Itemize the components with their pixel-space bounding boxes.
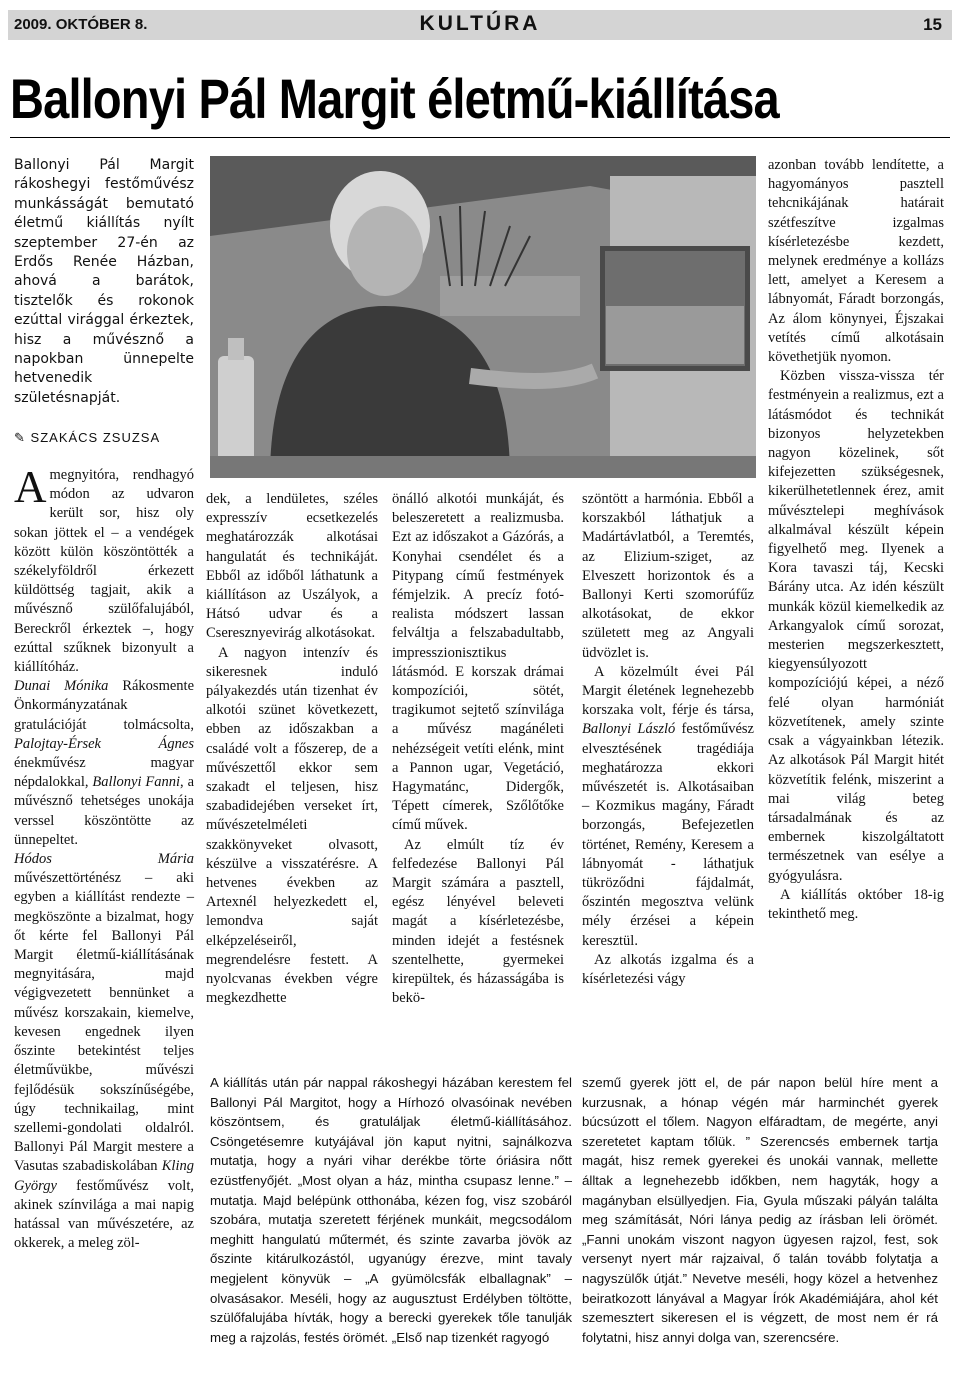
name-hodos: Hódos Mária — [14, 851, 194, 868]
interview-box-right: szemű gyerek jött el, de pár napon belül híre ment a kurzusnak, a hónap végén már harminchét gyerek búcsúzott el tőlem. Nagyon elfáradtam, de megérte, anyi szeretetet kaptam tőlük. ” Szerencsés embernek tartja magát, hisz remek gyerekei és unokái vannak, mellette álltak a legnehezebb időkben, nem hagyták, hogy a magányban elsüllyedjen. Fia, Gyula műszaki pályán találta meg számítását, Nóri lánya pedig az írásban leli örömét. „Fanni unokám viszont nagyon ügyesen rajzol, fest, sok versenyt nyert már rajzaival, ő talán tovább folytatja a nagyszülők útját.” Nevetve meséli, hogy közel a hetvenhez beiratkozott lányával a Magyar Írók Akadémiájára, ahol két szemesztert sikeresen el is végzett, de most nem ér rá folytatni, hisz annyi dolga van, szerencsére. — [582, 1075, 938, 1345]
name-palojtay: Palojtay-Érsek Ágnes — [14, 735, 194, 752]
col4-p2 — [582, 663, 754, 951]
name-dunai: Dunai Mónika — [14, 678, 109, 695]
photo-illustration — [210, 156, 756, 478]
col3-p1: önálló alkotói munkáját, és beleszeretett a realizmusba. Ezt az időszakot a Gázórás, a Konyhai csendélet és a Pitypang című festmények fémjelzik. A precíz fotó-realista módszert lassan felváltja a felszabadultabb, impresszionisztikus látásmód. E korszak drámai kompozíciói, sötét, tragikumot sejtető színvilága a művész magánéleti nehézségeit vetíti elénk, mint a Pannon ugar, Vegetáció, Hagymatánc, Didergők, Tépett címerek, Szőlőtőke című művek. — [392, 491, 564, 834]
headline-rule — [10, 137, 950, 138]
col1-p2a: Rákosmente Önkormányzatának gratulációját tolmácsolta, — [14, 678, 194, 733]
author-name: SZAKÁCS ZSUZSA — [30, 430, 161, 445]
issue-date: 2009. OKTÓBER 8. — [14, 16, 148, 33]
page-header — [8, 10, 952, 40]
byline — [14, 430, 160, 446]
col1-p3a: művészettörténész – aki egyben a kiállítást rendezte – megköszönte a bizalmat, hogy őt kérte fel Ballonyi Pál Margit életmű-kiállításának megnyitására, majd végigvezetett bennünket a művész korszakain, kiemelve, kevesen engednek ilyen őszinte betekintést teljes életművükbe, művészi fejlődésük sokszínűségébe, úgy technikailag, mint szellemi-gondolati oldalról. Ballonyi Pál Margit mestere a Vasutas szabadiskolában — [14, 870, 194, 1175]
column-5 — [768, 156, 944, 924]
col1-p2c: , a művésznő tehetséges unokája verssel köszöntötte az ünnepeltet. — [14, 774, 194, 848]
col2-p1: dek, a lendületes, széles expresszív ecsetkezelés meghatározzák alkotásai hangulatát és technikáját. Ebből az időből láthatunk a kiállításon az Uszályok, a Hátsó udvar és a Cseresznyevirág alkotásokat. — [206, 491, 378, 642]
col4-p2b: festőművész elvesztésének tragédiája meghatározza ekkori művészetét is. Alkotásaiban – Kozmikus magány, Fáradt borzongás, Befejezetlen történet, Remény, Keresem a lábnyomát - láthatjuk tükröződni fájdalmát, őszintén megosztva velünk mély érzései a képein keresztül. — [582, 721, 754, 949]
lead-paragraph: Ballonyi Pál Margit rákoshegyi festőművész munkásságát bemutató életmű kiállítás nyílt szeptember 27-én az Erdős Renée Házban, ahová a barátok, tisztelők és rokonok ezúttal virággal érkeztek, hisz a művésznő a napokban ünnepelte hetvenedik születésnapját. — [14, 157, 194, 406]
name-kling: Kling György — [14, 1158, 194, 1194]
column-3 — [392, 490, 564, 1008]
col4-p3: Az alkotás izgalma és a kísérletezési vágy — [582, 951, 754, 988]
column-1 — [14, 462, 194, 1253]
name-ballonyi-laszlo: Ballonyi László — [582, 721, 676, 738]
col1-p2b: énekművész magyar népdalokkal, — [14, 755, 194, 791]
col4-p1: szöntött a harmónia. Ebből a korszakból láthatjuk a Madártávlatból, a Teremtés, az Elizium-sziget, az Elveszett horizontok és a Ballonyi Kerti szomorúfűz alkotásokat, de ekkor született meg az Angyali üdvözlet is. — [582, 491, 754, 661]
col5-p3: A kiállítás október 18-ig tekinthető meg. — [768, 886, 944, 922]
drop-cap: A — [14, 462, 47, 512]
artist-photo — [210, 156, 756, 478]
interview-box-left: A kiállítás után pár nappal rákoshegyi házában kerestem fel Ballonyi Pál Margitot, hogy a Hírhozó olvasóinak nevében köszöntsem, és gratuláljak életmű-kiállításához. Csöngetésemre kutyájával jön kaput nyitni, sajnálkozva mutatja, hogy a nyári vihar derékbe törte óriásira nőtt ezüstfenyőjét. „Most olyan a ház, mintha csupasz lenne.” – mutatja. Majd belépünk otthonába, kézen fog, visz szobáról szobára, mutatja szeretett férjének munkáit, megcsodálom meghitt hangulatú műtermét, és szinte zavarba jövök az őszinte kitárulkozástól, ugyanúgy érezve, mint tavaly megjelent könyvük – „A gyümölcsfák elballagnak” – olvasásakor. Meséli, hogy az augusztust Erdélyben töltötte, szülőfalujába hívták, hogy a berecki gyerekek tőle tanulják meg a rajzolás, festés örömét. „Első nap tizenkét ragyogó — [210, 1075, 572, 1345]
col3-p2: Az elmúlt tíz év felfedezése Ballonyi Pál Margit számára a pasztell, egész lényével beleveti magát a kísérletezésbe, minden idejét a festésnek szentelhette, gyermekei kirepültek, és házasságába is bekö- — [392, 836, 564, 1007]
col5-p2: Közben vissza-vissza tér festményein a realizmus, ezt a látásmódot és technikát bizonyos helyzetekben nagyon közelinek, sőt kifejezetten szükségesnek, kikerülhetetlennek érez, amit művésztelepi meghívások alkalmával készült képein figyelhető meg. Ilyenek a Kora tavaszi táj, Kecski Bárány utca. Az idén készült munkák közül kiemelkedik az Arkangyalok című sorozat, mesterien megszerkesztett, kiegyensúlyozott kompozíciójú képei, a néző felé olyan harmóniát közvetítenek, amely szinte csak a vágyainkban létezik. Az alkotások Pál Margit hitét közvetítik felénk, miszerint a mai világ beteg társadalmának és az embernek kiszolgáltatott természetnek van esélye a gyógyulásra. — [768, 368, 944, 884]
column-4 — [582, 490, 754, 989]
headline: Ballonyi Pál Margit életmű-kiállítása — [10, 67, 779, 130]
page-number: 15 — [923, 15, 942, 34]
name-fanni: Ballonyi Fanni — [92, 774, 181, 791]
col4-p2a: A közelmúlt évei Pál Margit életének legnehezebb korszaka volt, férje és társa, — [582, 663, 754, 719]
col5-p1: azonban tovább lendítette, a hagyományos pasztell tehcnikájának határait szétfeszítve izgalmas kísérletezésbe kezdett, melynek eredménye a kollázs lett, amelyet a Keresem a lábnyomát, Fáradt borzongás, Az álom könynyei, Éjszakai vetítés című alkotásain követhetjük nyomon. — [768, 157, 944, 366]
pencil-icon: ✎ — [14, 430, 26, 445]
column-2 — [206, 490, 378, 1008]
col1-p3b: festőművész volt, akinek színvilága a mai napig hatással van művészetére, az okkerek, a meleg zöl- — [14, 1177, 194, 1252]
col1-p1: megnyitóra, rendhagyó módon az udvaron került sor, hisz oly sokan jöttek el – a vendégek között külön köszöntötték a székelyföldről érkezett küldöttség tagjait, akik a művésznő szülőfalujából, Bereckről érkeztek –, hogy ezúttal szűknek bizonyult a kiállítóház. — [14, 467, 194, 676]
col2-p2: A nagyon intenzív és sikeresnek induló pályakezdés után tizenhat év alkotói szünet következett, ebben az időszakban a családé volt a főszerep, de a művészettől ekkor sem szakadt el teljesen, hisz szabadidejében verseket írt, művészetelméleti szakkönyveket olvasott, készülve a visszatérésre. A hetvenes években az Artexnél helyezkedett el, lemondva saját elképzeléseiről, megrendelésre festett. A nyolcvanas években végre megkezdhette — [206, 644, 378, 1007]
section-title: KULTÚRA — [419, 12, 541, 35]
